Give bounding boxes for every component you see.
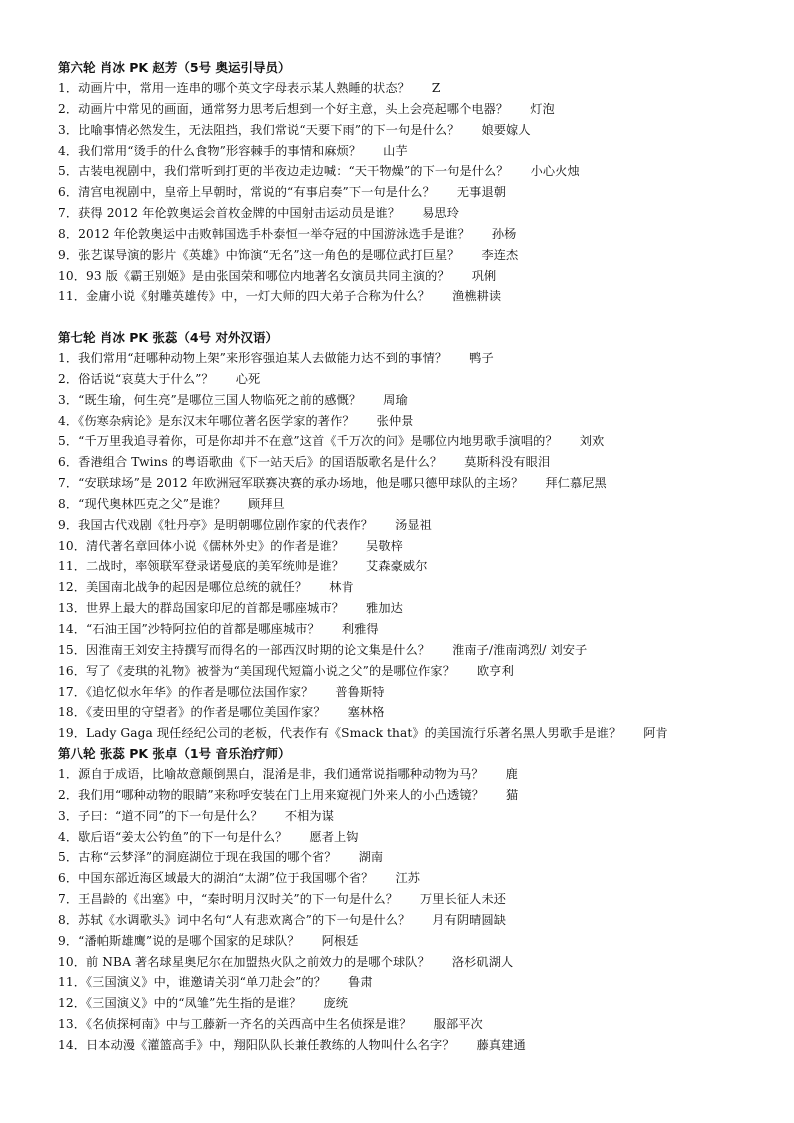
question-text: 动画片中，常用一连串的哪个英文字母表示某人熟睡的状态？ [78,81,410,95]
question-number: 14． [58,621,86,636]
question-text: 写了《麦琪的礼物》被誉为“美国现代短篇小说之父”的是哪位作家？ [86,663,455,678]
answer-text: 江苏 [395,871,421,886]
question-text: 二战时，率领联军登录诺曼底的美军统帅是谁？ [86,559,345,574]
question-line [58,182,778,203]
question-line [58,682,778,703]
question-text: 93 版《霸王别姬》是由张国荣和哪位内地著名女演员共同主演的？ [86,268,450,283]
question-number: 8． [58,912,79,927]
question-line [58,806,778,827]
answer-text: 淮南子/淮南鸿烈/ 刘安子 [452,642,588,657]
question-line [58,203,778,224]
question-text: 我们常用“赶哪种动物上架”来形容强迫某人去做能力达不到的事情？ [78,351,448,365]
question-text: 金庸小说《射雕英雄传》中，一灯大师的四大弟子合称为什么？ [86,289,431,304]
question-line [58,785,778,806]
question-line [58,619,778,640]
question-number: 2． [58,101,79,116]
answer-text: 灯泡 [530,101,555,116]
answer-text: 小心火烛 [530,164,580,179]
question-text: 前 NBA 著名球星奥尼尔在加盟热火队之前效力的是哪个球队？ [86,954,430,969]
question-line [58,931,778,952]
question-line [58,556,778,577]
answer-text: 洛杉矶湖人 [451,954,514,969]
round-seven-question-list [58,348,778,744]
answer-text: 庞统 [323,996,349,1011]
question-text: 古装电视剧中，我们常听到打更的半夜边走边喊：“天干物燥”的下一句是什么？ [78,164,509,179]
question-text: 《麦田里的守望者》的作者是哪位美国作家？ [86,705,326,720]
question-number: 8． [58,496,79,511]
round-six-section [58,57,778,307]
answer-text: 藤真建通 [476,1037,526,1052]
question-number: 1． [58,767,79,781]
question-number: 9． [58,247,79,262]
question-number: 10． [58,268,86,283]
question-line [58,972,778,993]
question-number: 14． [58,1037,86,1052]
question-number: 19． [58,726,86,741]
question-line [58,411,778,432]
answer-text: 不相为谋 [284,808,334,823]
question-number: 13． [58,601,86,616]
question-line [58,661,778,682]
question-line [58,369,778,390]
round-seven-heading: 第七轮 肖冰 PK 张蕊（4号 对外汉语） [58,330,278,345]
question-text: 源自于成语，比喻故意颠倒黑白，混淆是非，我们通常说指哪种动物为马？ [78,767,484,781]
question-number: 5． [58,164,79,179]
round-eight-heading: 第八轮 张蕊 PK 张卓（1号 音乐治疗师） [58,746,291,761]
question-number: 8． [58,226,79,241]
answer-text: 孙杨 [491,226,517,241]
question-text: “现代奥林匹克之父”是谁？ [78,496,226,511]
question-number: 11． [58,289,86,304]
question-line [58,577,778,598]
answer-text: 鲁肃 [348,975,373,990]
question-text: 清代著名章回体小说《儒林外史》的作者是谁？ [86,538,345,553]
answer-text: 拜仁慕尼黑 [545,476,607,491]
answer-text: 无事退朝 [456,185,507,200]
question-number: 2． [58,787,79,802]
question-line [58,390,778,411]
question-text: 动画片中常见的画面，通常努力思考后想到一个好主意，头上会亮起哪个电器？ [78,101,509,116]
question-line [58,266,778,287]
question-line [58,348,778,369]
question-line [58,952,778,973]
answer-text: 吴敬梓 [366,538,403,553]
answer-text: 服部平次 [433,1017,483,1032]
round-six-question-list [58,78,778,307]
question-number: 17． [58,684,86,699]
question-text: 日本动漫《灌篮高手》中，翔阳队队长兼任教练的人物叫什么名字？ [86,1037,455,1052]
question-text: 2012 年伦敦奥运中击败韩国选手朴泰恒一举夺冠的中国游泳选手是谁？ [78,226,470,241]
question-text: 比喻事情必然发生，无法阻挡，我们常说“天要下雨”的下一句是什么？ [78,122,460,137]
round-eight-question-list [58,764,778,1056]
question-number: 12． [58,580,86,595]
answer-text: 猫 [506,787,519,802]
answer-text: 易思玲 [422,206,460,221]
question-text: “潘帕斯雄鹰”说的是哪个国家的足球队？ [78,933,300,948]
answer-text: 张仲景 [376,413,414,428]
answer-text: 顾拜旦 [247,496,285,511]
question-number: 7． [58,206,79,221]
question-number: 12． [58,996,86,1011]
question-number: 18． [58,705,86,720]
question-text: Lady Gaga 现任经纪公司的老板，代表作有《Smack that》的美国流行乐著名黑人男歌手是谁？ [86,726,622,741]
question-number: 3． [58,122,79,137]
question-line [58,827,778,848]
answer-text: 愿者上钩 [309,829,359,844]
question-line [58,993,778,1014]
answer-text: 李连杰 [481,247,519,262]
answer-text: 阿肯 [643,726,668,741]
question-line [58,473,778,494]
question-text: 《三国演义》中，谁邀请关羽“单刀赴会”的？ [86,975,327,990]
question-number: 3． [58,392,79,407]
question-text: 世界上最大的群岛国家印尼的首都是哪座城市？ [86,601,345,616]
answer-text: 普鲁斯特 [335,684,385,699]
question-text: 获得 2012 年伦敦奥运会首枚金牌的中国射击运动员是谁？ [78,206,401,221]
round-eight-section [58,743,778,1056]
question-line [58,889,778,910]
question-number: 5． [58,850,79,865]
question-text: 古称“云梦泽”的洞庭湖位于现在我国的哪个省？ [78,850,337,865]
answer-text: 利雅得 [341,621,379,636]
question-line [58,764,778,785]
question-number: 1． [58,81,79,95]
question-number: 10． [58,954,86,969]
answer-text: 鸭子 [469,351,494,365]
question-text: 中国东部近海区域最大的湖泊“太湖”位于我国哪个省？ [78,871,374,886]
question-text: 香港组合 Twins 的粤语歌曲《下一站天后》的国语版歌名是什么？ [78,455,443,470]
question-number: 11． [58,975,86,990]
question-line [58,224,778,245]
question-line [58,723,778,744]
question-text: “既生瑜，何生亮”是哪位三国人物临死之前的感慨？ [78,392,362,407]
question-text: “安联球场”是 2012 年欧洲冠军联赛决赛的承办场地，他是哪只德甲球队的主场？ [78,476,524,491]
question-number: 15． [58,642,86,657]
question-line [58,640,778,661]
question-number: 4． [58,829,79,844]
question-number: 3． [58,808,79,823]
question-number: 2． [58,371,79,386]
question-line [58,99,778,120]
question-text: 因淮南王刘安主持撰写而得名的一部西汉时期的论文集是什么？ [86,642,431,657]
round-six-heading: 第六轮 肖冰 PK 赵芳（5号 奥运引导员） [58,60,291,75]
question-text: 《伤寒杂病论》是东汉末年哪位著名医学家的著作？ [78,413,355,428]
answer-text: 雅加达 [366,601,403,616]
answer-text: 阿根廷 [321,933,359,948]
question-number: 16． [58,663,86,678]
answer-text: 汤显祖 [395,517,432,532]
answer-text: 周瑜 [383,392,408,407]
question-number: 4． [58,143,79,158]
answer-text: 林肯 [329,580,354,595]
answer-text: 湖南 [358,850,384,865]
question-line [58,452,778,473]
question-text: 张艺谋导演的影片《英雄》中饰演“无名”这一角色的是哪位武打巨星？ [78,247,460,262]
question-number: 4． [58,413,79,428]
question-line [58,536,778,557]
question-line [58,1035,778,1056]
answer-text: 娘要嫁人 [481,122,531,137]
question-text: 俗话说“哀莫大于什么”？ [78,371,214,386]
question-line [58,847,778,868]
question-number: 6． [58,871,79,886]
question-number: 5． [58,434,79,449]
answer-text: 艾森豪威尔 [366,559,428,574]
question-text: 苏轼《水调歌头》词中名句“人有悲欢离合”的下一句是什么？ [78,912,411,927]
question-number: 13． [58,1017,86,1032]
question-text: “石油王国”沙特阿拉伯的首都是哪座城市？ [86,621,320,636]
question-text: 歇后语“姜太公钓鱼”的下一句是什么？ [78,829,288,844]
question-text: 王昌龄的《出塞》中，“秦时明月汉时关”的下一句是什么？ [78,892,399,907]
round-seven-section [58,327,778,744]
question-line [58,286,778,307]
answer-text: 渔樵耕读 [452,289,502,304]
question-text: 我国古代戏剧《牡丹亭》是明朝哪位剧作家的代表作？ [78,517,374,532]
question-number: 7． [58,476,79,491]
question-number: 9． [58,517,79,532]
answer-text: 欧亨利 [477,663,514,678]
question-line [58,78,778,99]
answer-text: 山芋 [383,143,408,158]
question-line [58,120,778,141]
question-text: “千万里我追寻着你，可是你却并不在意”这首《千万次的问》是哪位内地男歌手演唱的？ [78,434,558,449]
answer-text: 莫斯科没有眼泪 [464,455,551,470]
question-line [58,910,778,931]
question-number: 1． [58,351,79,365]
answer-text: 万里长征人未还 [420,892,507,907]
question-text: 我们用“哪种动物的眼睛”来称呼安装在门上用来窥视门外来人的小凸透镜？ [78,787,485,802]
answer-text: 心死 [235,371,261,386]
question-line [58,494,778,515]
answer-text: 塞林格 [347,705,385,720]
question-text: 我们常用“烫手的什么食物”形容棘手的事情和麻烦？ [78,143,362,158]
question-number: 9． [58,933,79,948]
question-line [58,598,778,619]
question-line [58,161,778,182]
question-line [58,141,778,162]
question-line [58,515,778,536]
answer-text: Z [431,81,441,95]
question-text: 《三国演义》中的“凤雏”先生指的是谁？ [86,996,302,1011]
question-line [58,431,778,452]
question-text: 清宫电视剧中，皇帝上早朝时，常说的“有事启奏”下一句是什么？ [78,185,435,200]
question-text: 《追忆似水年华》的作者是哪位法国作家？ [86,684,314,699]
answer-text: 巩俐 [471,268,497,283]
question-number: 7． [58,892,79,907]
question-line [58,1014,778,1035]
answer-text: 鹿 [505,767,518,781]
question-line [58,245,778,266]
question-number: 11． [58,559,86,574]
question-number: 6． [58,185,79,200]
question-text: 子曰：“道不同”的下一句是什么？ [78,808,263,823]
question-line [58,702,778,723]
question-text: 美国南北战争的起因是哪位总统的就任？ [86,580,308,595]
question-text: 《名侦探柯南》中与工藤新一齐名的关西高中生名侦探是谁？ [86,1017,412,1032]
answer-text: 刘欢 [579,434,605,449]
question-number: 10． [58,538,86,553]
answer-text: 月有阴晴圆缺 [432,912,507,927]
question-line [58,868,778,889]
question-number: 6． [58,455,79,470]
